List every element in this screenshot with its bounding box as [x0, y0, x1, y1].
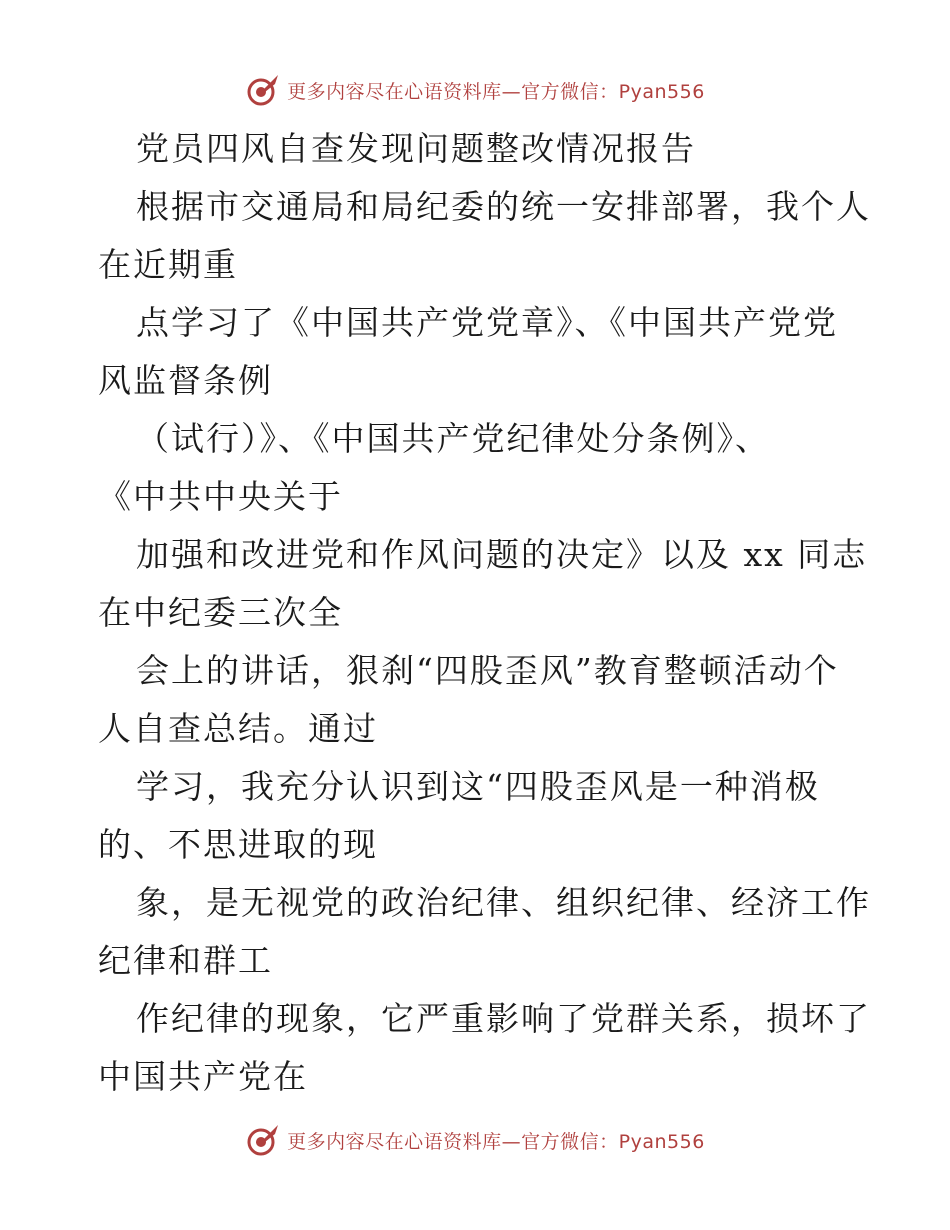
text-line: 在近期重: [98, 245, 238, 284]
text-line: （试行）》、《中国共产党纪律处分条例》、: [136, 419, 770, 458]
quill-seal-icon: [245, 1122, 281, 1158]
text-line: 作纪律的现象，它严重影响了党群关系，损坏了: [136, 999, 871, 1038]
text-line: 会上的讲话，狠刹“四股歪风”教育整顿活动个: [136, 651, 839, 690]
text-line: 点学习了《中国共产党党章》、《中国共产党党: [136, 303, 838, 342]
text-line: 的、不思进取的现: [98, 825, 378, 864]
text-line: 纪律和群工: [98, 941, 273, 980]
footer-banner: [0, 1120, 950, 1160]
quill-seal-icon: [245, 72, 281, 108]
text-line: 学习，我充分认识到这“四股歪风是一种消极: [136, 767, 820, 806]
text-line: 加强和改进党和作风问题的决定》以及 xx 同志: [136, 535, 868, 574]
text-line: 风监督条例: [98, 361, 273, 400]
header-banner: [0, 70, 950, 110]
text-line: 《中共中央关于: [98, 477, 343, 516]
document-title: 党员四风自查发现问题整改情况报告: [136, 129, 696, 168]
text-line: 中国共产党在: [98, 1057, 308, 1096]
document-body: [98, 120, 871, 1106]
text-line: 人自查总结。通过: [98, 709, 378, 748]
banner-text: 更多内容尽在心语资料库—官方微信：Pyan556: [287, 80, 705, 103]
text-line: 根据市交通局和局纪委的统一安排部署，我个人: [136, 187, 871, 226]
banner-text: 更多内容尽在心语资料库—官方微信：Pyan556: [287, 1130, 705, 1153]
text-line: 在中纪委三次全: [98, 593, 343, 632]
text-line: 象，是无视党的政治纪律、组织纪律、经济工作: [136, 883, 871, 922]
